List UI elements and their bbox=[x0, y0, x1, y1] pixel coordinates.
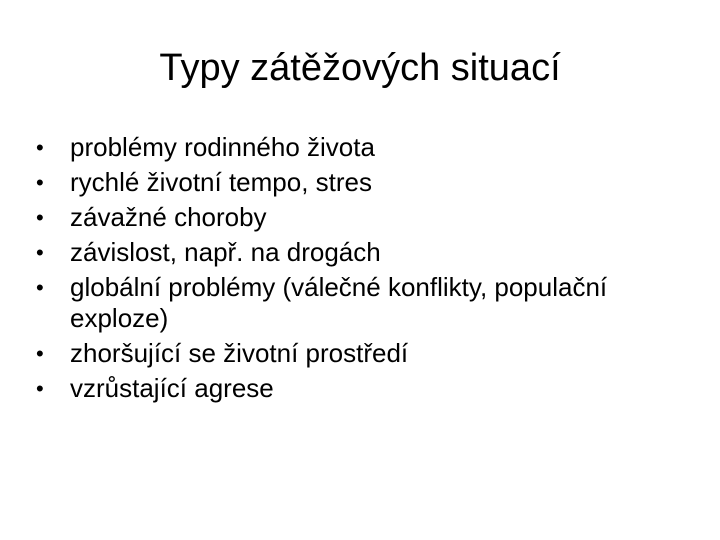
list-item-text: závažné choroby bbox=[70, 202, 267, 232]
bullet-icon: • bbox=[36, 135, 44, 160]
list-item-text: problémy rodinného života bbox=[70, 132, 375, 162]
list-item-text: zhoršující se životní prostředí bbox=[70, 338, 409, 368]
list-item-text: vzrůstající agrese bbox=[70, 373, 274, 403]
list-item-text: globální problémy (válečné konflikty, populační exploze) bbox=[70, 272, 608, 333]
bullet-list bbox=[36, 132, 686, 408]
list-item bbox=[36, 132, 686, 163]
bullet-icon: • bbox=[36, 205, 44, 230]
list-item bbox=[36, 272, 686, 334]
list-item-text: rychlé životní tempo, stres bbox=[70, 167, 372, 197]
bullet-icon: • bbox=[36, 341, 44, 366]
slide-title: Typy zátěžových situací bbox=[159, 47, 561, 89]
list-item bbox=[36, 202, 686, 233]
bullet-icon: • bbox=[36, 376, 44, 401]
list-item bbox=[36, 373, 686, 404]
list-item bbox=[36, 167, 686, 198]
bullet-icon: • bbox=[36, 240, 44, 265]
list-item-text: závislost, např. na drogách bbox=[70, 237, 381, 267]
list-item bbox=[36, 338, 686, 369]
bullet-icon: • bbox=[36, 275, 44, 300]
list-item bbox=[36, 237, 686, 268]
bullet-icon: • bbox=[36, 170, 44, 195]
